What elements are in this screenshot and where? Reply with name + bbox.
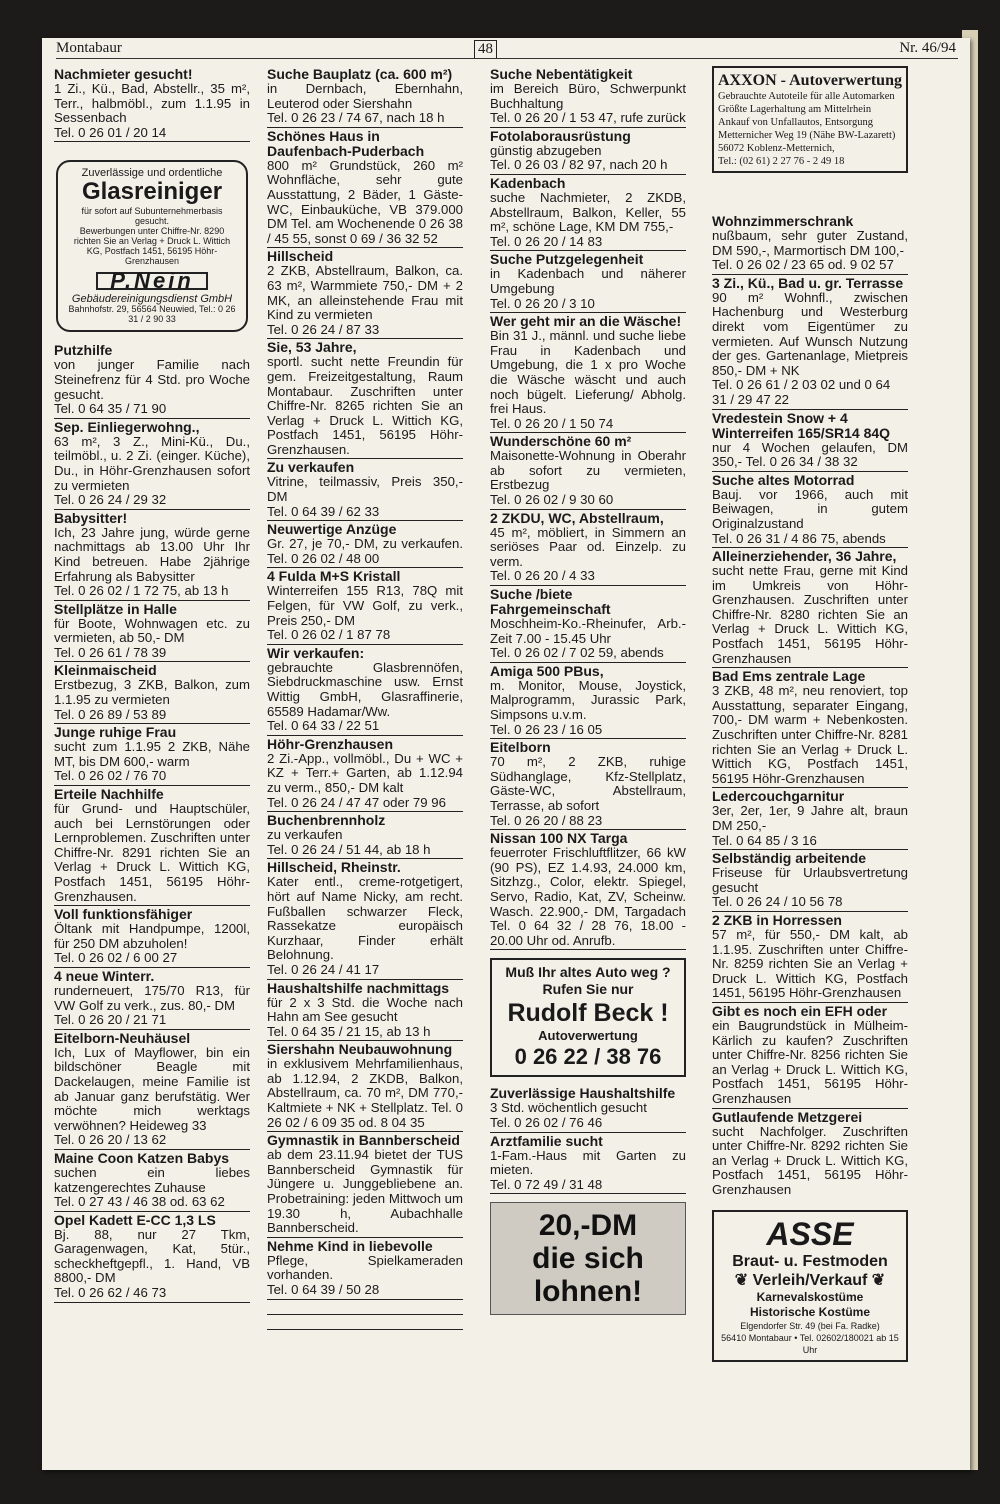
classified-ad xyxy=(712,213,908,275)
beck-line1: Muß Ihr altes Auto weg ? xyxy=(505,964,671,981)
ad-title: Hillscheid xyxy=(267,248,334,265)
asse-addr1: Elgendorfer Str. 49 (bei Fa. Radke) xyxy=(740,1321,880,1332)
ad-phone: Tel. 0 26 62 / 46 73 xyxy=(54,1285,167,1301)
ad-title: Wunderschöne 60 m² xyxy=(490,433,632,450)
ad-body: in Dernbach, Ebernhahn, Leuterod oder Siershahn xyxy=(267,81,463,111)
ad-phone: Tel. 0 26 24 / 41 17 xyxy=(267,961,380,977)
axxon-ad-box xyxy=(712,66,908,173)
glas-address: Bahnhofstr. 29, 56564 Neuwied, Tel.: 0 26 31 / 2 90 33 xyxy=(68,304,236,325)
ad-phone: Tel. 0 26 20 / 1 50 74 xyxy=(490,415,614,431)
ad-body: zu verkaufen xyxy=(267,827,343,843)
classified-ad xyxy=(490,1085,686,1132)
ad-title: 4 neue Winterr. xyxy=(54,967,155,984)
classified-ad xyxy=(712,1003,908,1109)
ad-body: von junger Familie nach Steinefrenz für 4 Std. pro Woche gesucht. xyxy=(54,357,250,402)
ad-body: Friseuse für Urlaubsvertretung gesucht xyxy=(712,865,908,895)
ad-phone: Tel. 0 26 24 / 10 56 78 xyxy=(712,894,843,910)
classified-ad xyxy=(712,1109,908,1199)
ad-body: Erstbezug, 3 ZKB, Balkon, zum 1.1.95 zu vermieten xyxy=(54,677,250,708)
ad-phone: Tel. 0 26 23 / 16 05 xyxy=(490,721,603,737)
header-town: Montabaur xyxy=(56,40,122,56)
classified-ad xyxy=(267,339,463,459)
ad-phone: Tel. 0 26 20 / 1 53 47, rufe zurück xyxy=(490,110,686,126)
classified-ad xyxy=(54,601,250,663)
ad-title: Sep. Einliegerwohng., xyxy=(54,418,200,435)
rose-icon: ❦ xyxy=(867,1272,886,1290)
classified-ad xyxy=(54,419,250,510)
ad-body: 45 m², möbliert, in Simmern an seriöses Paar od. Einzelp. zu verm. xyxy=(490,524,686,569)
classified-ad xyxy=(54,510,250,601)
ad-phone: Tel. 0 26 20 / 4 33 xyxy=(490,568,595,584)
ad-title: Kadenbach xyxy=(490,174,566,191)
ad-body: suche Nachmieter, 2 ZKDB, Abstellraum, Balkon, Keller, 55 m², schöne Lage, KM DM 755,- xyxy=(490,189,686,235)
ad-title: Nehme Kind in liebevolle xyxy=(267,1237,433,1254)
empty-ad-slot xyxy=(267,1300,463,1315)
ad-body: Pflege, Spielkameraden vorhanden. xyxy=(267,1252,463,1283)
ad-title: Alleinerziehender, 36 Jahre, xyxy=(712,548,897,565)
ad-title: Suche Bauplatz (ca. 600 m²) xyxy=(267,66,453,82)
ad-body: in Kadenbach und näherer Umgebung xyxy=(490,266,686,296)
ad-title: Suche Putzgelegenheit xyxy=(490,251,644,268)
ad-body: feuerroter Frischluftflitzer, 66 kW (90 PS), EZ 1.4.93, 24.000 km, Sitzhzg., Color, elektr. Spiegel, Servo, Radio, Kat, ZV, Scheinw. Wasch. 22.900,- DM, Targadach Tel. 0 64 32 / 28 76, 18.00 - 20.00 Uhr od. Anrufb. xyxy=(490,845,686,948)
axxon-title: AXXON - Autoverwertung xyxy=(718,72,902,89)
ad-body: 3er, 2er, 1er, 9 Jahre alt, braun DM 250,- xyxy=(712,803,908,833)
classified-ad xyxy=(490,510,686,586)
ad-body: Bj. 88, nur 27 Tkm, Garagenwagen, Kat, 5tür., scheckheftgepfl., 1. Hand, VB 8800,- DM xyxy=(54,1226,250,1286)
ad-phone: Tel. 0 26 02 / 1 87 78 xyxy=(267,627,391,643)
classified-ad xyxy=(490,128,686,175)
ad-title: Gibt es noch ein EFH oder xyxy=(712,1002,888,1019)
classified-ad xyxy=(712,472,908,548)
ad-title: Babysitter! xyxy=(54,509,128,526)
company-logo: P.Nein xyxy=(96,272,208,290)
ad-phone: Tel. 0 26 31 / 4 86 75, abends xyxy=(712,530,886,546)
header-issue: Nr. 46/94 xyxy=(899,40,956,56)
ad-body: im Bereich Büro, Schwerpunkt Buchhaltung xyxy=(490,81,686,111)
ad-body: sucht nette Frau, gerne mit Kind im Umkreis von Höhr-Grenzhausen. Zuschriften unter Chiffre-Nr. 8280 richten Sie an Verlag + Druck L. Wittich KG, Postfach 1451, 56195 Höhr-Grenzhausen xyxy=(712,563,908,666)
classified-ad xyxy=(54,342,250,418)
ad-body: 2 ZKB, Abstellraum, Balkon, ca. 63 m², Warmmiete 750,- DM + 2 MK, an alleinstehende Frau mit Kind zu vermieten xyxy=(267,263,463,323)
ad-phone: Tel. 0 64 35 / 71 90 xyxy=(54,401,167,417)
classified-ad xyxy=(267,812,463,859)
ad-body: gebrauchte Glasbrennöfen, Siebdruckmaschine usw. Ernst Wittig GmbH, Glasraffinerie, 65589 Hadamar/Ww. xyxy=(267,659,463,719)
ad-phone: Tel. 0 64 39 / 62 33 xyxy=(267,503,380,519)
ad-phone: Tel. 0 26 01 / 20 14 xyxy=(54,124,167,140)
ad-title: Zuverlässige Haushaltshilfe xyxy=(490,1085,676,1102)
axxon-line: Gebrauchte Autoteile für alle Automarken xyxy=(718,91,895,102)
ad-phone: Tel. 0 64 85 / 3 16 xyxy=(712,832,817,848)
ad-phone: Tel. 0 26 24 / 87 33 xyxy=(267,321,380,337)
ad-title: Zu verkaufen xyxy=(267,459,355,476)
classified-ad xyxy=(490,313,686,433)
classified-ad xyxy=(490,251,686,313)
classified-ad xyxy=(490,66,686,128)
ad-phone: Tel. 0 26 20 / 3 10 xyxy=(490,295,595,311)
ad-phone: Tel. 0 26 02 / 6 00 27 xyxy=(54,950,178,966)
beck-line2: Rufen Sie nur xyxy=(542,981,634,998)
ad-title: Eitelborn xyxy=(490,739,551,756)
ad-phone: Tel. 0 26 61 / 78 39 xyxy=(54,644,167,660)
blank-space xyxy=(712,179,908,213)
ad-title: Siershahn Neubauwohnung xyxy=(267,1041,453,1058)
classified-ad xyxy=(490,663,686,739)
promo-line3: lohnen! xyxy=(533,1275,643,1309)
ad-title: Wohnzimmerschrank xyxy=(712,213,854,229)
glas-line1: Zuverlässige und ordentliche xyxy=(81,167,223,180)
ad-body: m. Monitor, Mouse, Joystick, Malprogramm, Jurassic Park, Simpsons u.v.m. xyxy=(490,677,686,722)
page-number: 48 xyxy=(474,40,497,59)
classified-ad xyxy=(490,175,686,251)
glasreiniger-ad-box xyxy=(56,160,248,332)
asse-addr2: 56410 Montabaur • Tel. 02602/180021 ab 15 Uhr xyxy=(721,1333,899,1356)
ad-title: Selbständig arbeitende xyxy=(712,850,867,867)
classified-ad xyxy=(267,568,463,644)
classified-ad xyxy=(54,1150,250,1212)
ad-body: 2 Zi.-App., vollmöbl., Du + WC + KZ + Terr.+ Garten, ab 1.12.94 zu verm., 850,- DM kalt xyxy=(267,750,463,795)
ad-title: Arztfamilie sucht xyxy=(490,1132,603,1149)
ad-phone: Tel. 0 26 61 / 2 03 02 und 0 64 31 / 29 47 22 xyxy=(712,377,891,407)
classified-ad xyxy=(267,645,463,736)
ad-body: 3 Std. wöchentlich gesucht xyxy=(490,1100,647,1116)
ad-title: Ledercouchgarnitur xyxy=(712,788,845,805)
ad-body: ein Baugrundstück in Mülheim-Kärlich zu kaufen? Zuschriften unter Chiffre-Nr. 8256 richten Sie an Verlag + Druck L. Wittich KG, Postfach 1451, 56195 Höhr-Grenzhausen xyxy=(712,1017,908,1106)
ad-body: Kater entl., creme-rotgetigert, hört auf Name Nicky, am recht. Fußballen schwarzer Fleck, Rassekatze europäisch Kurzhaar, Finder erhält Belohnung. xyxy=(267,874,463,963)
classified-ad xyxy=(712,668,908,788)
classified-ad xyxy=(267,859,463,979)
classified-ad xyxy=(490,586,686,663)
ad-title: Hillscheid, Rheinstr. xyxy=(267,859,401,876)
ad-phone: Tel. 0 64 35 / 21 15, ab 13 h xyxy=(267,1023,431,1039)
glas-line3: Bewerbungen unter Chiffre-Nr. 8290 richten Sie an Verlag + Druck L. Wittich KG, Postfach 1451, 56195 Höhr-Grenzhausen xyxy=(73,226,231,267)
classified-ad xyxy=(267,980,463,1042)
ad-body: Moschheim-Ko.-Rheinufer, Arb.-Zeit 7.00 - 15.45 Uhr xyxy=(490,616,686,646)
classified-ad xyxy=(267,66,463,128)
ad-title: Amiga 500 PBus, xyxy=(490,662,604,679)
ad-title: Suche altes Motorrad xyxy=(712,471,855,488)
glas-title: Glasreiniger xyxy=(81,178,223,206)
classified-ad xyxy=(490,830,686,950)
ad-phone: Tel. 0 26 20 / 21 71 xyxy=(54,1012,167,1028)
ad-body: 3 ZKB, 48 m², neu renoviert, top Ausstattung, separater Eingang, 700,- DM warm + Nebenkosten. Zuschriften unter Chiffre-Nr. 8281 richten Sie an Verlag + Druck L. Wittich KG, Postfach 1451, 56195 Höhr-Grenzhausen xyxy=(712,683,908,786)
glas-company: Gebäudereinigungsdienst GmbH xyxy=(71,293,233,306)
classified-ad xyxy=(54,906,250,968)
promo-box xyxy=(490,1202,686,1315)
classified-ad xyxy=(54,66,250,142)
column-4 xyxy=(712,66,908,1362)
ad-title: Nissan 100 NX Targa xyxy=(490,830,628,847)
ad-phone: Tel. 0 64 33 / 22 51 xyxy=(267,718,380,734)
ad-title: Suche /biete Fahrgemeinschaft xyxy=(490,586,611,618)
classified-ad xyxy=(267,1132,463,1238)
classified-ad xyxy=(54,724,250,786)
ad-body: nur 4 Wochen gelaufen, DM 350,- Tel. 0 26 34 / 38 32 xyxy=(712,439,908,470)
ad-title: Opel Kadett E-CC 1,3 LS xyxy=(54,1211,216,1228)
ad-phone: Tel. 0 26 02 / 9 30 60 xyxy=(490,492,614,508)
ad-body: Gr. 27, je 70,- DM, zu verkaufen. Tel. 0 26 02 / 48 00 xyxy=(267,536,463,566)
ad-title: Buchenbrennholz xyxy=(267,812,386,829)
classified-ad xyxy=(267,128,463,249)
ad-title: Eitelborn-Neuhäusel xyxy=(54,1029,191,1046)
ad-body: runderneuert, 175/70 R13, für VW Golf zu verk., zus. 80,- DM xyxy=(54,982,250,1013)
ad-phone: Tel. 0 26 20 / 14 83 xyxy=(490,233,603,249)
promo-line2: die sich xyxy=(532,1242,644,1276)
ad-body: 800 m² Grundstück, 260 m² Wohnfläche, sehr gute Ausstattung, 2 Bäder, 1 Gäste-WC, Einbauküche, VB 379.000 DM Tel. am Wochenende 0 26 38 / 45 55, sonst 0 69 / 36 32 52 xyxy=(267,157,463,246)
ad-title: Stellplätze in Halle xyxy=(54,600,177,617)
ad-title: Kleinmaischeid xyxy=(54,662,157,679)
axxon-line: Metternicher Weg 19 (Nähe BW-Lazarett) xyxy=(718,130,896,141)
ad-body: für 2 x 3 Std. die Woche nach Hahn am See gesucht xyxy=(267,994,463,1025)
ad-body: Winterreifen 155 R13, 78Q mit Felgen, für VW Golf, zu verk., Preis 250,- DM xyxy=(267,583,463,628)
ad-title: Vredestein Snow + 4 Winterreifen 165/SR14 84Q xyxy=(712,409,891,441)
ad-body: 63 m², 3 Z., Mini-Kü., Du., teilmöbl., u. 2 Zi. (einger. Küche), Du., in Höhr-Grenzhausen sofort zu vermieten xyxy=(54,433,250,493)
ad-phone: Tel. 0 26 02 / 23 65 od. 9 02 57 xyxy=(712,257,894,273)
ad-title: Suche Nebentätigkeit xyxy=(490,66,633,82)
ad-title: Junge ruhige Frau xyxy=(54,724,177,741)
ad-title: Haushaltshilfe nachmittags xyxy=(267,979,450,996)
ad-phone: Tel. 0 26 03 / 82 97, nach 20 h xyxy=(490,157,668,173)
asse-title: ASSE xyxy=(766,1216,854,1253)
ad-body: Maisonette-Wohnung in Oberahr ab sofort zu vermieten, Erstbezug xyxy=(490,448,686,493)
ad-title: Nachmieter gesucht! xyxy=(54,66,193,82)
beck-line3: Autoverwertung xyxy=(538,1028,638,1044)
classified-ad xyxy=(267,1238,463,1300)
classified-ad xyxy=(712,548,908,668)
ad-title: Wer geht mir an die Wäsche! xyxy=(490,313,682,330)
ad-title: Maine Coon Katzen Babys xyxy=(54,1149,230,1166)
ad-body: 1-Fam.-Haus mit Garten zu mieten. xyxy=(490,1147,686,1178)
classified-ad xyxy=(490,739,686,830)
asse-line2-row xyxy=(716,1271,904,1290)
ad-title: Erteile Nachhilfe xyxy=(54,786,164,803)
ad-phone: Tel. 0 27 43 / 46 38 od. 63 62 xyxy=(54,1194,225,1210)
ad-phone: Tel. 0 26 24 / 47 47 oder 79 96 xyxy=(267,794,446,810)
ad-body: Ich, 23 Jahre jung, würde gerne nachmittags ab 13.00 Uhr Ihr Kind betreuen. Habe 2jährige Erfahrung als Babysitter xyxy=(54,524,250,584)
column-1 xyxy=(54,66,250,1303)
column-3 xyxy=(490,66,686,1323)
ad-phone: Tel. 0 26 02 / 1 72 75, ab 13 h xyxy=(54,583,229,599)
classified-ad xyxy=(712,912,908,1003)
ad-title: Schönes Haus in Daufenbach-Puderbach xyxy=(267,127,425,159)
classified-ad xyxy=(712,788,908,850)
rose-icon: ❦ xyxy=(734,1272,753,1290)
classified-ad xyxy=(490,1133,686,1195)
ad-body: sportl. sucht nette Freundin für gem. Freizeitgestaltung, Raum Montabaur. Zuschriften unter Chiffre-Nr. 8265 richten Sie an Verlag + Druck L. Wittich KG, Postfach 1451, 56195 Höhr-Grenzhausen. xyxy=(267,354,463,457)
ad-phone: Tel. 0 26 24 / 29 32 xyxy=(54,492,167,508)
ad-phone: Tel. 0 26 89 / 53 89 xyxy=(54,706,167,722)
ad-body: Bauj. vor 1966, auch mit Beiwagen, in gutem Originalzustand xyxy=(712,486,908,531)
asse-ad-box xyxy=(712,1210,908,1362)
axxon-line: 56072 Koblenz-Metternich, xyxy=(718,143,835,154)
ad-phone: Tel. 0 26 23 / 74 67, nach 18 h xyxy=(267,110,445,126)
ad-title: Bad Ems zentrale Lage xyxy=(712,668,866,685)
ad-body: ab dem 23.11.94 bietet der TUS Bannberscheid Gymnastik für Jüngere u. Junggebliebene an. Probetraining: jeden Mittwoch um 19.30 h, Aubachhalle Bannberscheid. xyxy=(267,1147,463,1236)
beck-name: Rudolf Beck ! xyxy=(507,999,669,1028)
classified-ad xyxy=(54,1212,250,1303)
asse-line1: Braut- u. Festmoden xyxy=(732,1253,888,1271)
ad-title: Höhr-Grenzhausen xyxy=(267,735,394,752)
axxon-line: Größte Lagerhaltung am Mittelrhein xyxy=(718,104,872,115)
ad-title: 2 ZKDU, WC, Abstellraum, xyxy=(490,509,664,526)
classified-ad xyxy=(54,662,250,724)
classified-ad xyxy=(54,968,250,1030)
axxon-line: Tel.: (02 61) 2 27 76 - 2 49 18 xyxy=(718,156,845,167)
classified-ad xyxy=(267,736,463,812)
ad-title: Wir verkaufen: xyxy=(267,644,365,661)
ad-title: 4 Fulda M+S Kristall xyxy=(267,568,401,585)
ad-phone: Tel. 0 26 24 / 51 44, ab 18 h xyxy=(267,841,431,857)
ad-body: günstig abzugeben xyxy=(490,142,602,158)
classified-ad xyxy=(712,410,908,472)
ad-body: für Grund- und Hauptschüler, auch bei Lernstörungen oder Lernproblemen. Zuschriften unter Chiffre-Nr. 8291 richten Sie an Verlag + Druck L. Wittich KG, Postfach 1451, 56195 Höhr-Grenzhausen. xyxy=(54,801,250,904)
ad-title: 2 ZKB in Horressen xyxy=(712,911,842,928)
ad-body: in exklusivem Mehrfamilienhaus, ab 1.12.94, 2 ZKDB, Balkon, Abstellraum, ca. 70 m², DM 770,- Kaltmiete + NK + Stellplatz. Tel. 0 26 02 / 6 09 35 od. 8 04 35 xyxy=(267,1056,463,1130)
ad-body: für Boote, Wohnwagen etc. zu vermieten, ab 50,- DM xyxy=(54,615,250,646)
ad-phone: Tel. 0 26 20 / 13 62 xyxy=(54,1132,167,1148)
ad-phone: Tel. 0 26 02 / 76 46 xyxy=(490,1114,603,1130)
ad-title: Gymnastik in Bannberscheid xyxy=(267,1132,460,1149)
ad-body: 70 m², 2 ZKB, ruhige Südhanglage, Kfz-Stellplatz, Gäste-WC, Abstellraum, Terrasse, ab sofort xyxy=(490,754,686,813)
ad-title: Gutlaufende Metzgerei xyxy=(712,1108,863,1125)
ad-phone: Tel. 0 72 49 / 31 48 xyxy=(490,1176,603,1192)
classified-ad xyxy=(267,1041,463,1132)
ad-body: 57 m², für 550,- DM kalt, ab 1.1.95. Zuschriften unter Chiffre-Nr. 8259 richten Sie an Verlag + Druck L. Wittich KG, Postfach 1451, 56195 Höhr-Grenzhausen xyxy=(712,926,908,1001)
ad-title: Putzhilfe xyxy=(54,342,113,359)
ad-body: nußbaum, sehr guter Zustand, DM 590,-, Marmortisch DM 100,- xyxy=(712,228,908,258)
ad-body: Öltank mit Handpumpe, 1200l, für 250 DM abzuholen! xyxy=(54,921,250,951)
promo-line1: 20,-DM xyxy=(538,1209,638,1243)
beck-phone: 0 26 22 / 38 76 xyxy=(514,1044,662,1070)
ad-body: 90 m² Wohnfl., zwischen Hachenburg und Westerburg direkt vom Eigentümer zu vermieten. Auf Wunsch Nutzung der ges. Gartenanlage, Mietpreis 850,- DM + NK xyxy=(712,289,908,378)
classified-ad xyxy=(490,433,686,509)
ad-phone: Tel. 0 26 02 / 76 70 xyxy=(54,768,167,784)
classified-ad xyxy=(267,521,463,568)
header-rule xyxy=(56,58,958,59)
ad-title: Fotolaborausrüstung xyxy=(490,127,631,144)
classified-ad xyxy=(712,850,908,912)
asse-line2: Verleih/Verkauf xyxy=(752,1272,868,1290)
ad-body: sucht Nachfolger. Zuschriften unter Chiffre-Nr. 8292 richten Sie an Verlag + Druck L. Wittich KG, Postfach 1451, 56195 Höhr-Grenzhausen xyxy=(712,1123,908,1197)
ad-title: Neuwertige Anzüge xyxy=(267,521,397,538)
classified-ad xyxy=(267,459,463,521)
ad-body: Bin 31 J., männl. und suche liebe Frau in Kadenbach und Umgebung, die 1 x pro Woche die Wäsche wäscht und auch noch bügelt. Lieferung/ Abholg. frei Haus. xyxy=(490,328,686,417)
ad-body: Vitrine, teilmassiv, Preis 350,- DM xyxy=(267,474,463,505)
classified-ad xyxy=(54,1030,250,1150)
ad-phone: Tel. 0 26 02 / 7 02 59, abends xyxy=(490,645,664,661)
ad-phone: Tel. 0 64 39 / 50 28 xyxy=(267,1282,380,1297)
ad-phone: Tel. 0 26 20 / 88 23 xyxy=(490,812,603,828)
ad-body: 1 Zi., Kü., Bad, Abstellr., 35 m², Terr., halbmöbl., zum 1.1.95 in Sessenbach xyxy=(54,81,250,126)
rudolf-beck-ad-box xyxy=(490,958,686,1077)
ad-body: Ich, Lux of Mayflower, bin ein bildschöner Beagle mit Dackelaugen, meine Familie ist ab Januar ganz berufstätig. Wer möchte mich werktags verwöhnen? Heideweg 33 xyxy=(54,1044,250,1133)
ad-title: 3 Zi., Kü., Bad u. gr. Terrasse xyxy=(712,274,904,291)
asse-line4: Historische Kostüme xyxy=(749,1305,871,1320)
glas-line2: für sofort auf Subunternehmerbasis gesucht. xyxy=(81,206,223,227)
classified-ad xyxy=(712,275,908,410)
ad-title: Voll funktionsfähiger xyxy=(54,906,193,923)
classified-ad xyxy=(267,248,463,339)
asse-line3: Karnevalskostüme xyxy=(756,1290,864,1305)
empty-ad-slot xyxy=(267,1315,463,1330)
column-2 xyxy=(267,66,463,1330)
ad-body: sucht zum 1.1.95 2 ZKB, Nähe MT, bis DM 600,- warm xyxy=(54,739,250,769)
ad-title: Sie, 53 Jahre, xyxy=(267,339,357,356)
axxon-line: Ankauf von Unfallautos, Entsorgung xyxy=(718,117,873,128)
classified-ad xyxy=(54,786,250,906)
ad-body: suchen ein liebes katzengerechtes Zuhause xyxy=(54,1164,250,1195)
